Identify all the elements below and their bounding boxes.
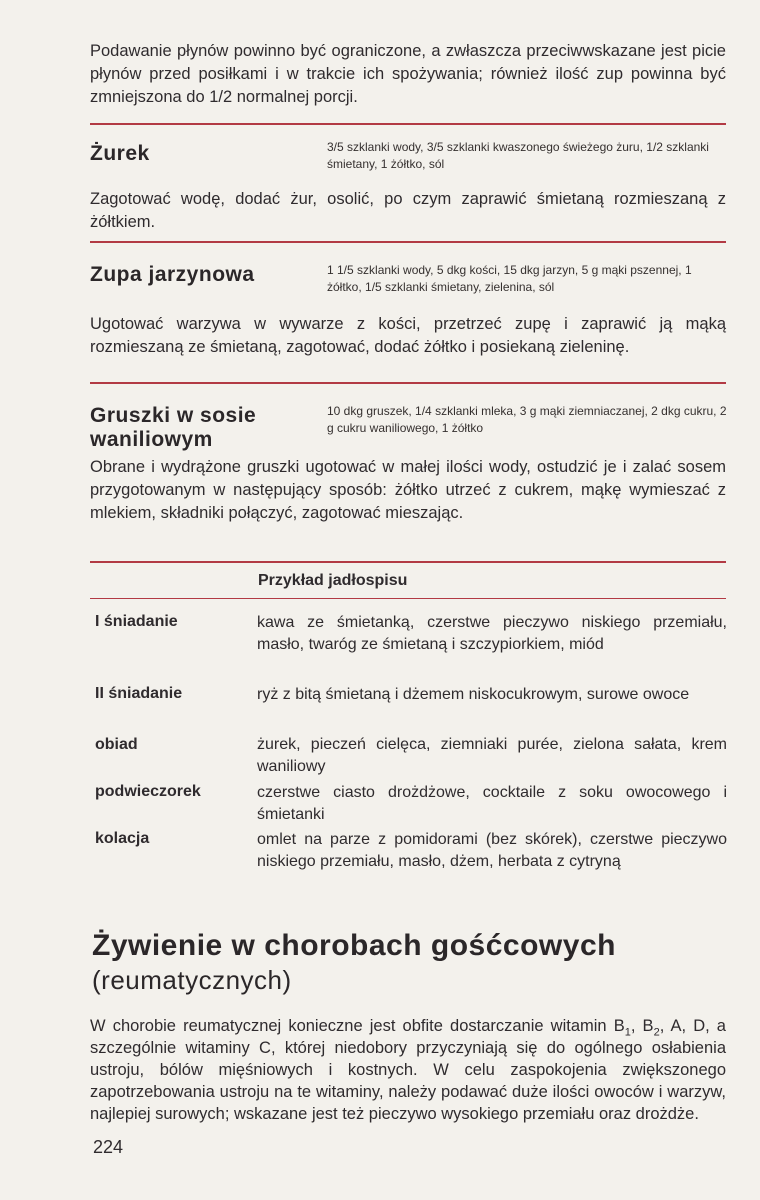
recipe-title-zupa-jarzynowa: Zupa jarzynowa xyxy=(90,263,255,286)
meal-name: obiad xyxy=(95,736,138,753)
divider-rule xyxy=(90,561,726,563)
intro-paragraph: Podawanie płynów powinno być ograniczone, a zwłaszcza przeciwwskazane jest picie płynów przed posiłkami i w trakcie ich spożywania; również ilość zup powinna być zmniejszona do 1/2 normalnej porcji. xyxy=(90,42,726,106)
chapter-text: , B xyxy=(630,1017,654,1035)
recipe-ingredients-zupa-jarzynowa: 1 1/5 szklanki wody, 5 dkg kości, 15 dkg jarzyn, 5 g mąki pszennej, 1 żółtko, 1/5 szklanki śmietany, zielenina, sól xyxy=(327,263,692,294)
meal-description: omlet na parze z pomidorami (bez skórek), czerstwe pieczywo niskiego przemiału, masło, dżem, herbata z cytryną xyxy=(257,831,727,870)
recipe-ingredients-zurek: 3/5 szklanki wody, 3/5 szklanki kwaszonego świeżego żuru, 1/2 szklanki śmietany, 1 żółtko, sól xyxy=(327,140,709,171)
meal-description: ryż z bitą śmietaną i dżemem niskocukrowym, surowe owoce xyxy=(257,686,690,703)
divider-rule xyxy=(90,123,726,125)
chapter-text: W chorobie reumatycznej konieczne jest obfite dostarczanie witamin B xyxy=(90,1017,625,1035)
recipe-method-zurek: Zagotować wodę, dodać żur, osolić, po czym zaprawić śmietaną rozmieszaną z żółtkiem. xyxy=(90,190,726,231)
meal-description: żurek, pieczeń cielęca, ziemniaki purée, zielona sałata, krem waniliowy xyxy=(257,736,727,775)
chapter-text: , A, D, a szczególnie witaminy C, której niedobory przyczyniają się do ogólnego osłabienia ustroju, bólów mięśniowych i kostnych. W celu zaspokojenia zwiększonego zapotrzebowania ustroju na te witaminy, należy podawać duże ilości owoców i warzyw, najlepiej surowych; wskazane jest też pieczywo wysokiego przemiału oraz drożdże. xyxy=(90,1017,726,1123)
divider-rule xyxy=(90,598,726,599)
page-number: 224 xyxy=(93,1137,124,1157)
meal-description: kawa ze śmietanką, czerstwe pieczywo niskiego przemiału, masło, twaróg ze śmietaną i szczypiorkiem, miód xyxy=(257,614,727,653)
recipe-title-zurek: Żurek xyxy=(90,142,150,165)
subscript: 2 xyxy=(653,1026,660,1039)
recipe-method-zupa-jarzynowa: Ugotować warzywa w wywarze z kości, przetrzeć zupę i zaprawić ją mąką rozmieszaną ze śmietaną, zagotować, dodać żółtko i posiekaną zieleninę. xyxy=(90,315,726,356)
meal-name: podwieczorek xyxy=(95,783,201,800)
divider-rule xyxy=(90,382,726,384)
chapter-paragraph xyxy=(90,1015,726,1125)
chapter-subtitle: (reumatycznych) xyxy=(92,965,292,995)
recipe-title-gruszki: Gruszki w sosie waniliowym xyxy=(90,404,257,451)
meal-name: kolacja xyxy=(95,830,150,847)
recipe-ingredients-gruszki: 10 dkg gruszek, 1/4 szklanki mleka, 3 g mąki ziemniaczanej, 2 dkg cukru, 2 g cukru waniliowego, 1 żółtko xyxy=(327,404,727,435)
subscript: 1 xyxy=(624,1026,631,1039)
meal-description: czerstwe ciasto drożdżowe, cocktaile z soku owocowego i śmietanki xyxy=(257,784,727,823)
meal-name: I śniadanie xyxy=(95,613,178,630)
meal-name: II śniadanie xyxy=(95,685,183,702)
menu-heading: Przykład jadłospisu xyxy=(258,572,408,589)
chapter-title: Żywienie w chorobach gośćcowych xyxy=(92,929,616,962)
divider-rule xyxy=(90,241,726,243)
recipe-method-gruszki: Obrane i wydrążone gruszki ugotować w małej ilości wody, ostudzić je i zalać sosem przygotowanym w następujący sposób: żółtko utrzeć z cukrem, mąkę wymieszać z mlekiem, składniki połączyć, zagotować mieszając. xyxy=(90,458,726,522)
